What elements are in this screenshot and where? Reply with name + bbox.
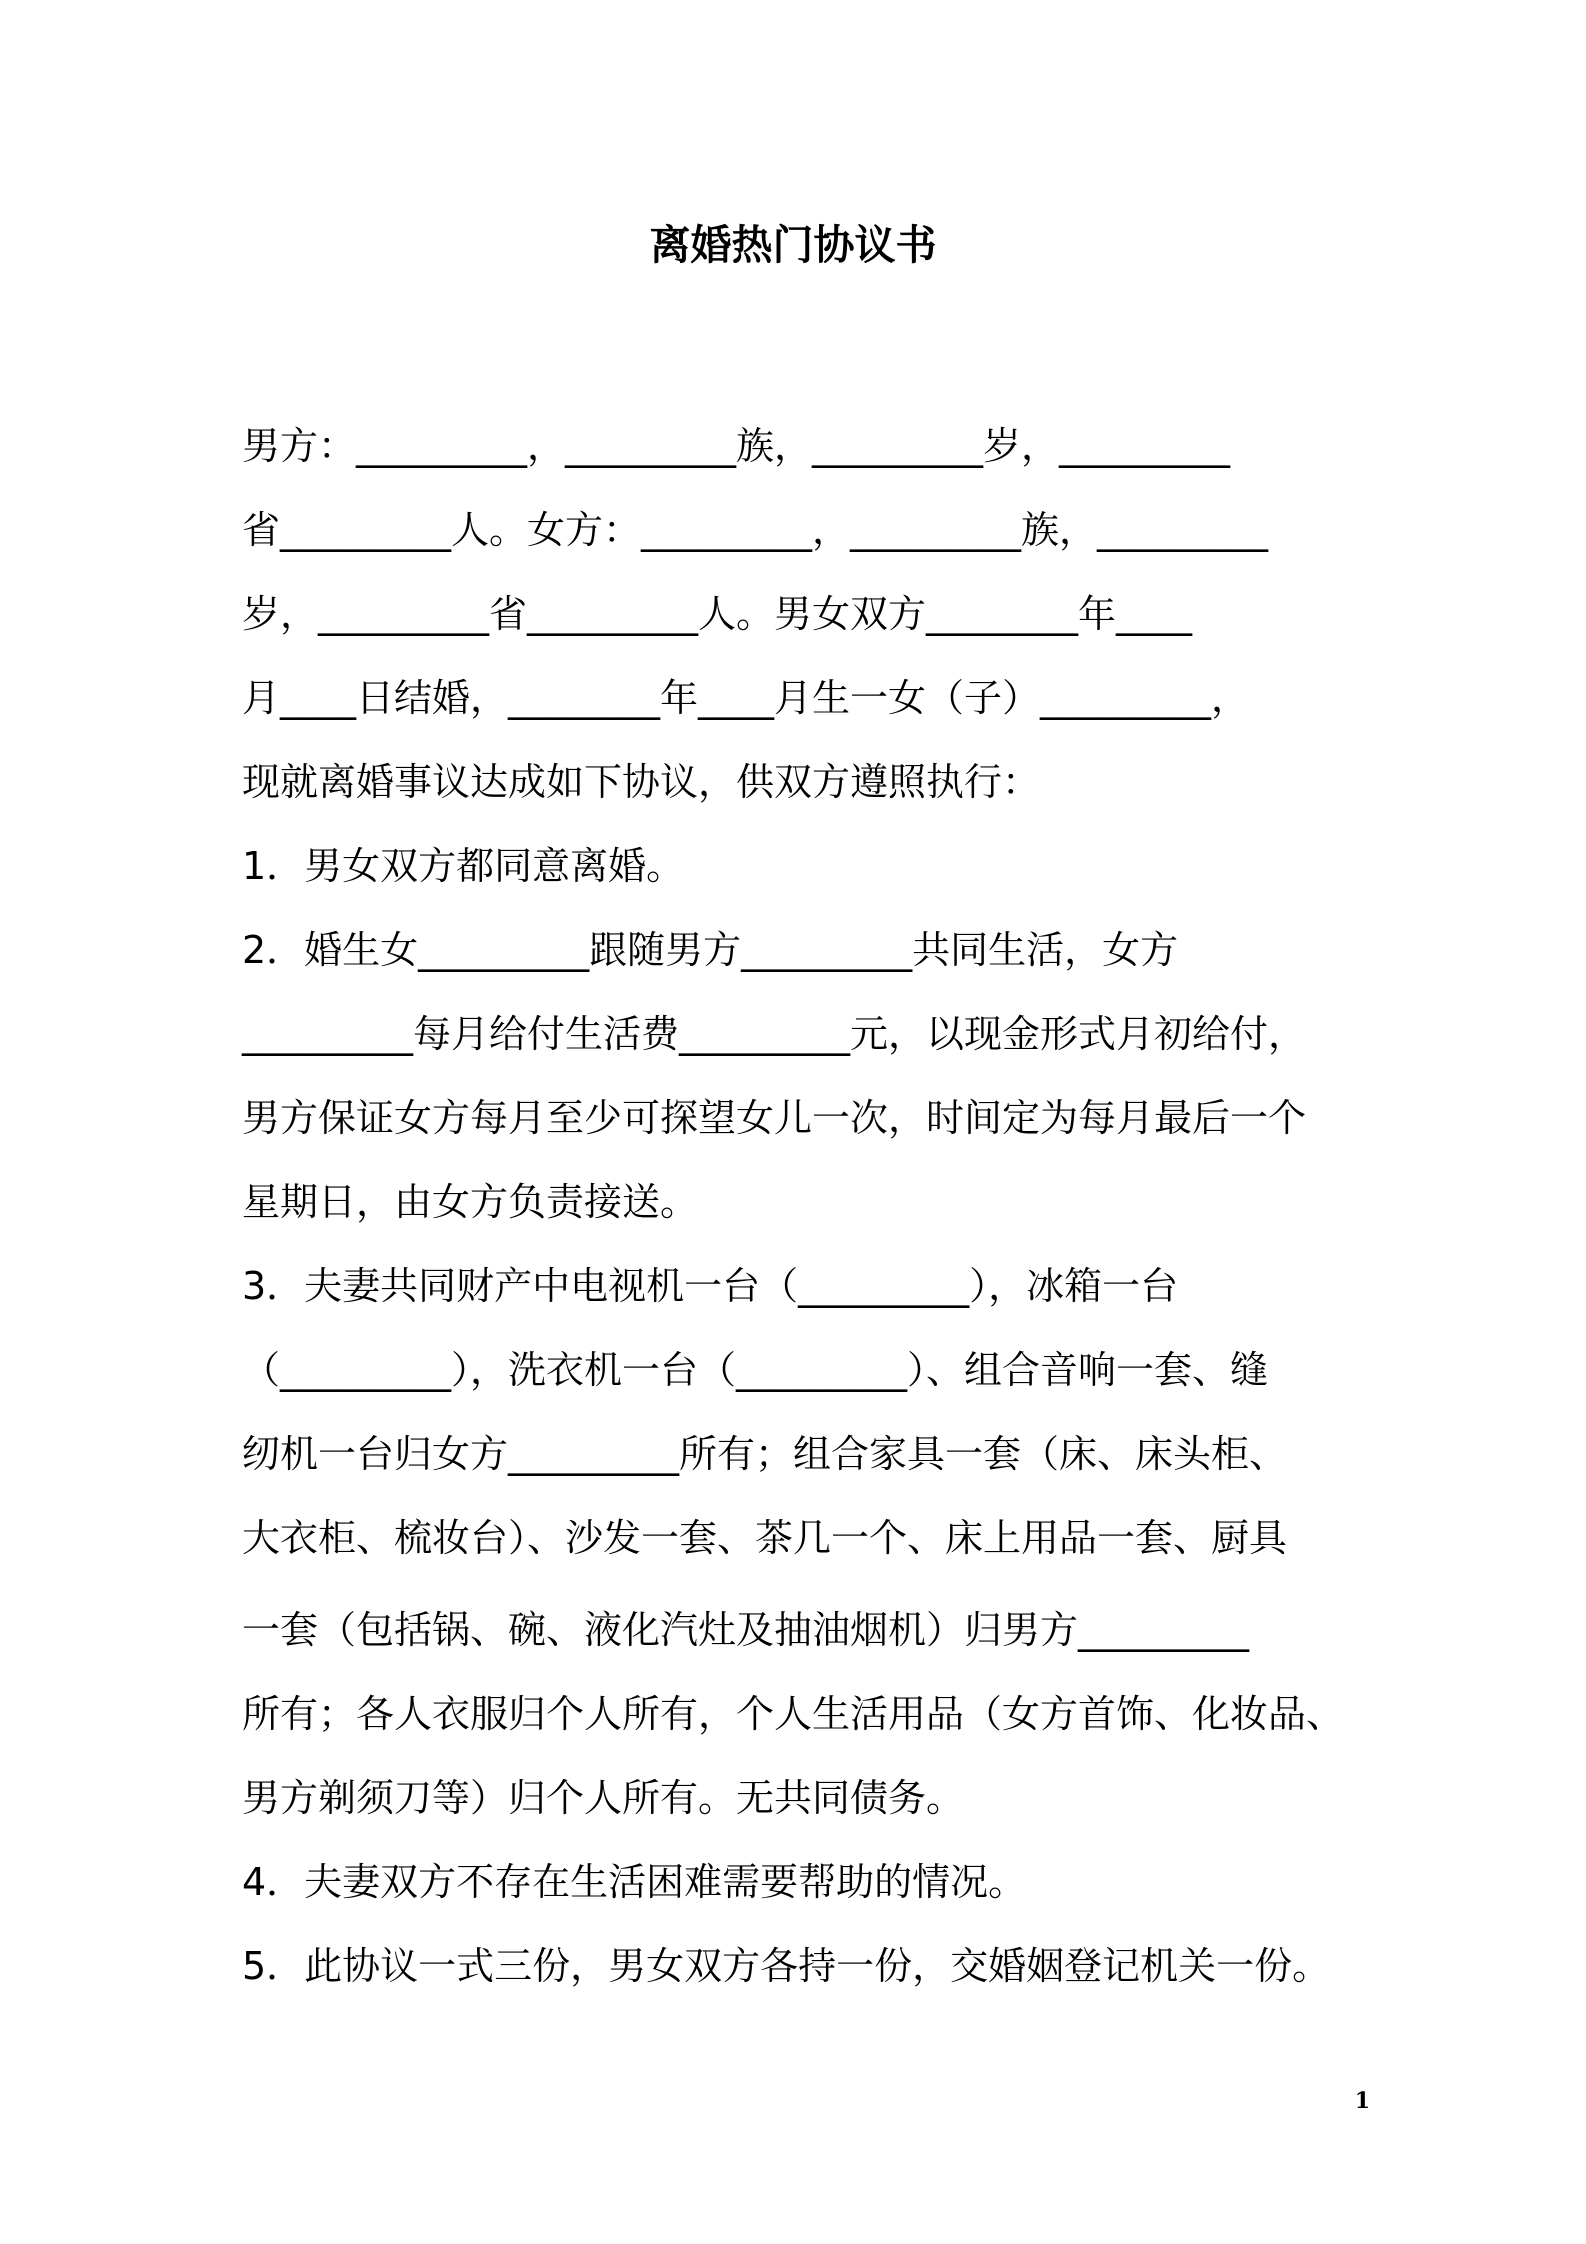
text-line: 省_________人。女方：_________，_________族，_________ bbox=[242, 508, 1269, 552]
text-line: 纫机一台归女方_________所有；组合家具一套（床、床头柜、 bbox=[242, 1432, 1288, 1476]
text-line: 一套（包括锅、碗、液化汽灶及抽油烟机）归男方_________ bbox=[242, 1608, 1250, 1652]
text-line: 男方剃须刀等）归个人所有。无共同债务。 bbox=[242, 1776, 965, 1820]
document-title: 离婚热门协议书 bbox=[649, 221, 937, 269]
text-line: 男方保证女方每月至少可探望女儿一次，时间定为每月最后一个 bbox=[242, 1096, 1307, 1140]
text-line: 2．婚生女_________跟随男方_________共同生活，女方 bbox=[242, 928, 1179, 972]
page-number: 1 bbox=[1354, 2088, 1370, 2114]
text-line: _________每月给付生活费_________元，以现金形式月初给付， bbox=[242, 1012, 1307, 1056]
text-line: （_________），洗衣机一台（_________）、组合音响一套、缝 bbox=[242, 1348, 1269, 1392]
text-line: 3．夫妻共同财产中电视机一台（_________），冰箱一台 bbox=[242, 1264, 1179, 1308]
text-line: 5．此协议一式三份，男女双方各持一份，交婚姻登记机关一份。 bbox=[242, 1944, 1331, 1988]
agreement-body bbox=[242, 404, 1362, 2008]
text-line: 大衣柜、梳妆台）、沙发一套、茶几一个、床上用品一套、厨具 bbox=[242, 1516, 1288, 1560]
text-line: 现就离婚事议达成如下协议，供双方遵照执行： bbox=[242, 760, 1041, 804]
text-line: 4．夫妻双方不存在生活困难需要帮助的情况。 bbox=[242, 1860, 1027, 1904]
text-line: 岁，_________省_________人。男女双方________年____ bbox=[242, 592, 1193, 636]
text-line: 星期日，由女方负责接送。 bbox=[242, 1180, 699, 1224]
text-line: 1．男女双方都同意离婚。 bbox=[242, 844, 685, 888]
text-line: 所有；各人衣服归个人所有，个人生活用品（女方首饰、化妆品、 bbox=[242, 1692, 1345, 1736]
text-line: 男方：_________，_________族，_________岁，_________ bbox=[242, 424, 1231, 468]
text-line: 月____日结婚，________年____月生一女（子）_________， bbox=[242, 676, 1250, 720]
